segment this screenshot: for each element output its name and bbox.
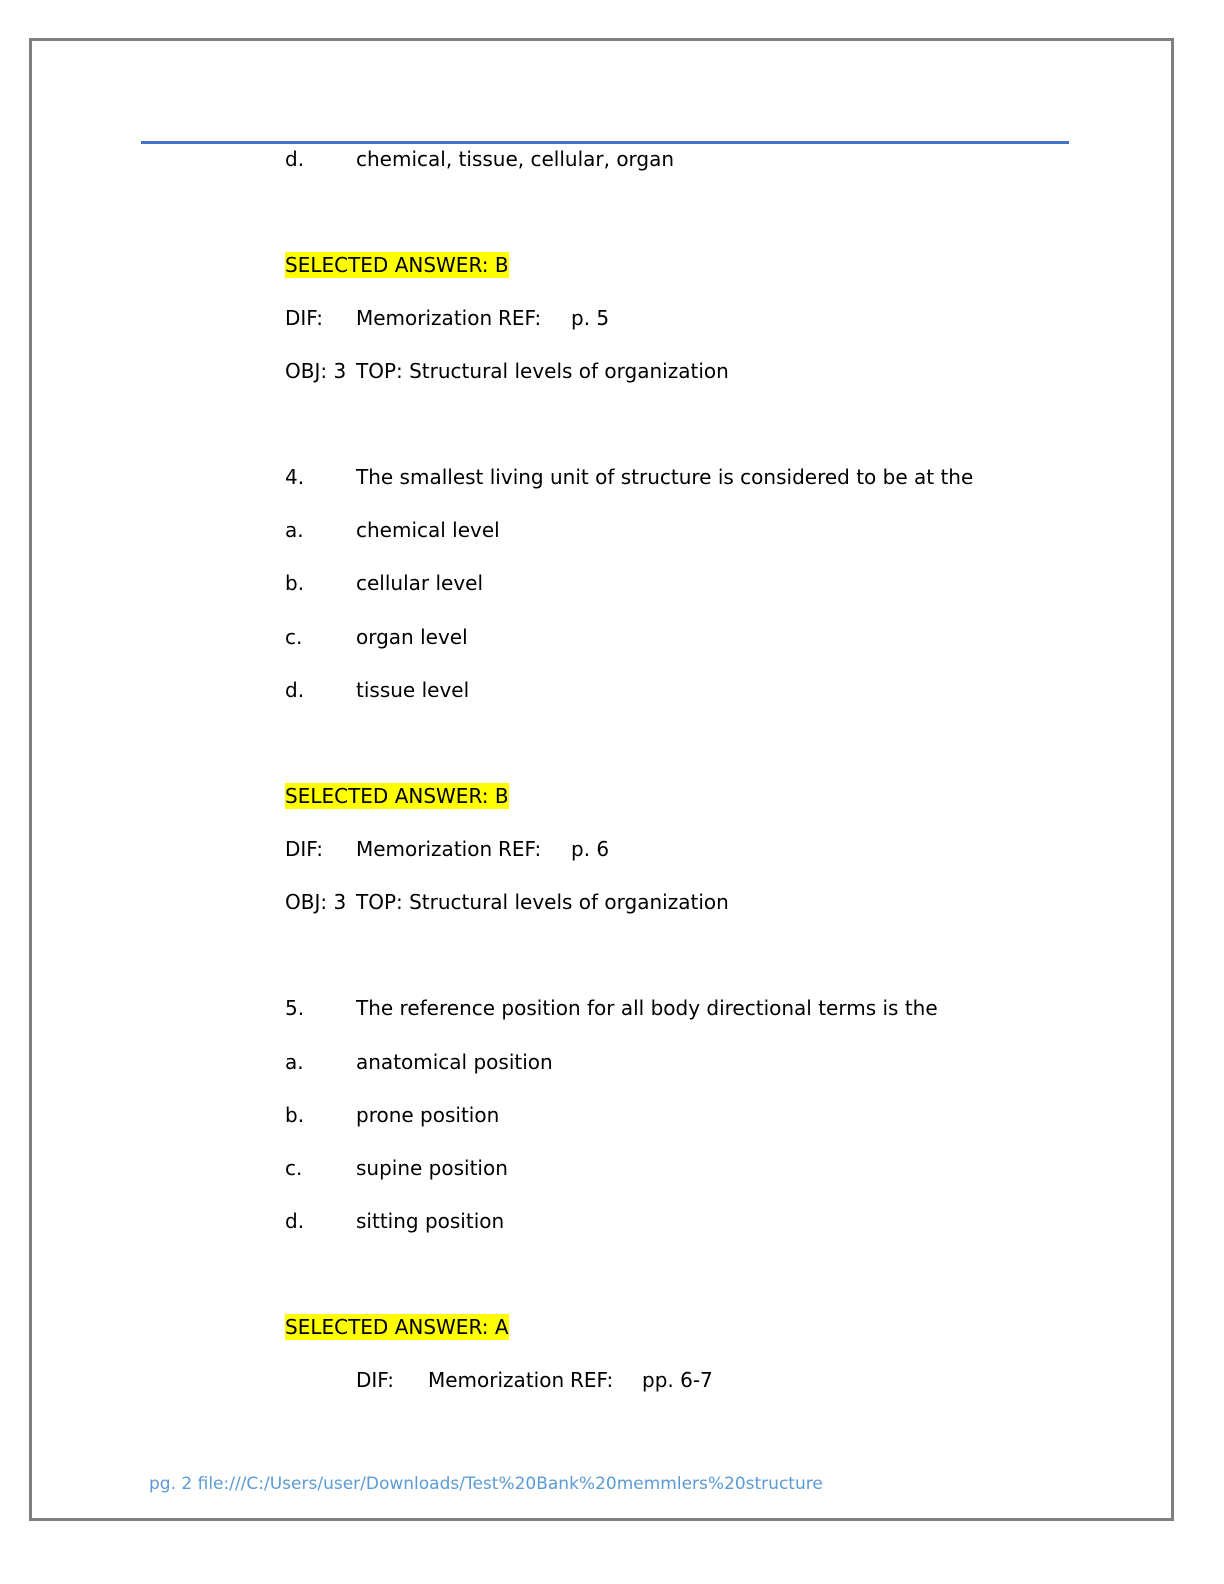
q3-top-text: TOP: Structural levels of organization bbox=[356, 359, 729, 383]
q4-obj-label: OBJ: 3 bbox=[285, 890, 347, 914]
q3-obj-label: OBJ: 3 bbox=[285, 359, 347, 383]
page-footer: pg. 2 file:///C:/Users/user/Downloads/Test%20Bank%20memmlers%20structure bbox=[149, 1474, 823, 1494]
q5-question-text: The reference position for all body directional terms is the bbox=[356, 996, 938, 1020]
q5-option-a-text: anatomical position bbox=[356, 1050, 553, 1074]
q4-option-b-text: cellular level bbox=[356, 571, 484, 595]
q4-option-c-text: organ level bbox=[356, 625, 468, 649]
header-rule bbox=[141, 141, 1069, 144]
q5-option-c-letter: c. bbox=[285, 1156, 303, 1180]
q3-ref-value: p. 5 bbox=[571, 306, 610, 330]
q4-option-d-letter: d. bbox=[285, 678, 305, 702]
q5-ref-value: pp. 6-7 bbox=[642, 1368, 713, 1392]
q4-top-text: TOP: Structural levels of organization bbox=[356, 890, 729, 914]
q5-ref-label: REF: bbox=[570, 1368, 614, 1392]
q3-option-d-text: chemical, tissue, cellular, organ bbox=[356, 147, 675, 171]
q4-option-a-text: chemical level bbox=[356, 518, 500, 542]
q4-dif-label: DIF: bbox=[285, 837, 323, 861]
q4-question-text: The smallest living unit of structure is considered to be at the bbox=[356, 465, 974, 489]
q3-selected-answer: SELECTED ANSWER: B bbox=[285, 253, 509, 277]
q4-dif-value: Memorization bbox=[356, 837, 493, 861]
q3-ref-label: REF: bbox=[498, 306, 542, 330]
q5-dif-label: DIF: bbox=[356, 1368, 394, 1392]
q5-selected-answer: SELECTED ANSWER: A bbox=[285, 1315, 509, 1339]
q5-option-d-letter: d. bbox=[285, 1209, 305, 1233]
q3-option-d-letter: d. bbox=[285, 147, 305, 171]
q5-option-b-letter: b. bbox=[285, 1103, 305, 1127]
q4-option-a-letter: a. bbox=[285, 518, 304, 542]
q4-option-b-letter: b. bbox=[285, 571, 305, 595]
q5-option-d-text: sitting position bbox=[356, 1209, 505, 1233]
q4-ref-value: p. 6 bbox=[571, 837, 610, 861]
q3-dif-label: DIF: bbox=[285, 306, 323, 330]
q5-dif-value: Memorization bbox=[428, 1368, 565, 1392]
q5-option-a-letter: a. bbox=[285, 1050, 304, 1074]
q4-number: 4. bbox=[285, 465, 305, 489]
q5-option-b-text: prone position bbox=[356, 1103, 500, 1127]
q4-ref-label: REF: bbox=[498, 837, 542, 861]
page-frame bbox=[29, 38, 1174, 1521]
q4-selected-answer: SELECTED ANSWER: B bbox=[285, 784, 509, 808]
q4-option-c-letter: c. bbox=[285, 625, 303, 649]
q4-option-d-text: tissue level bbox=[356, 678, 470, 702]
q5-number: 5. bbox=[285, 996, 305, 1020]
q5-option-c-text: supine position bbox=[356, 1156, 508, 1180]
q3-dif-value: Memorization bbox=[356, 306, 493, 330]
